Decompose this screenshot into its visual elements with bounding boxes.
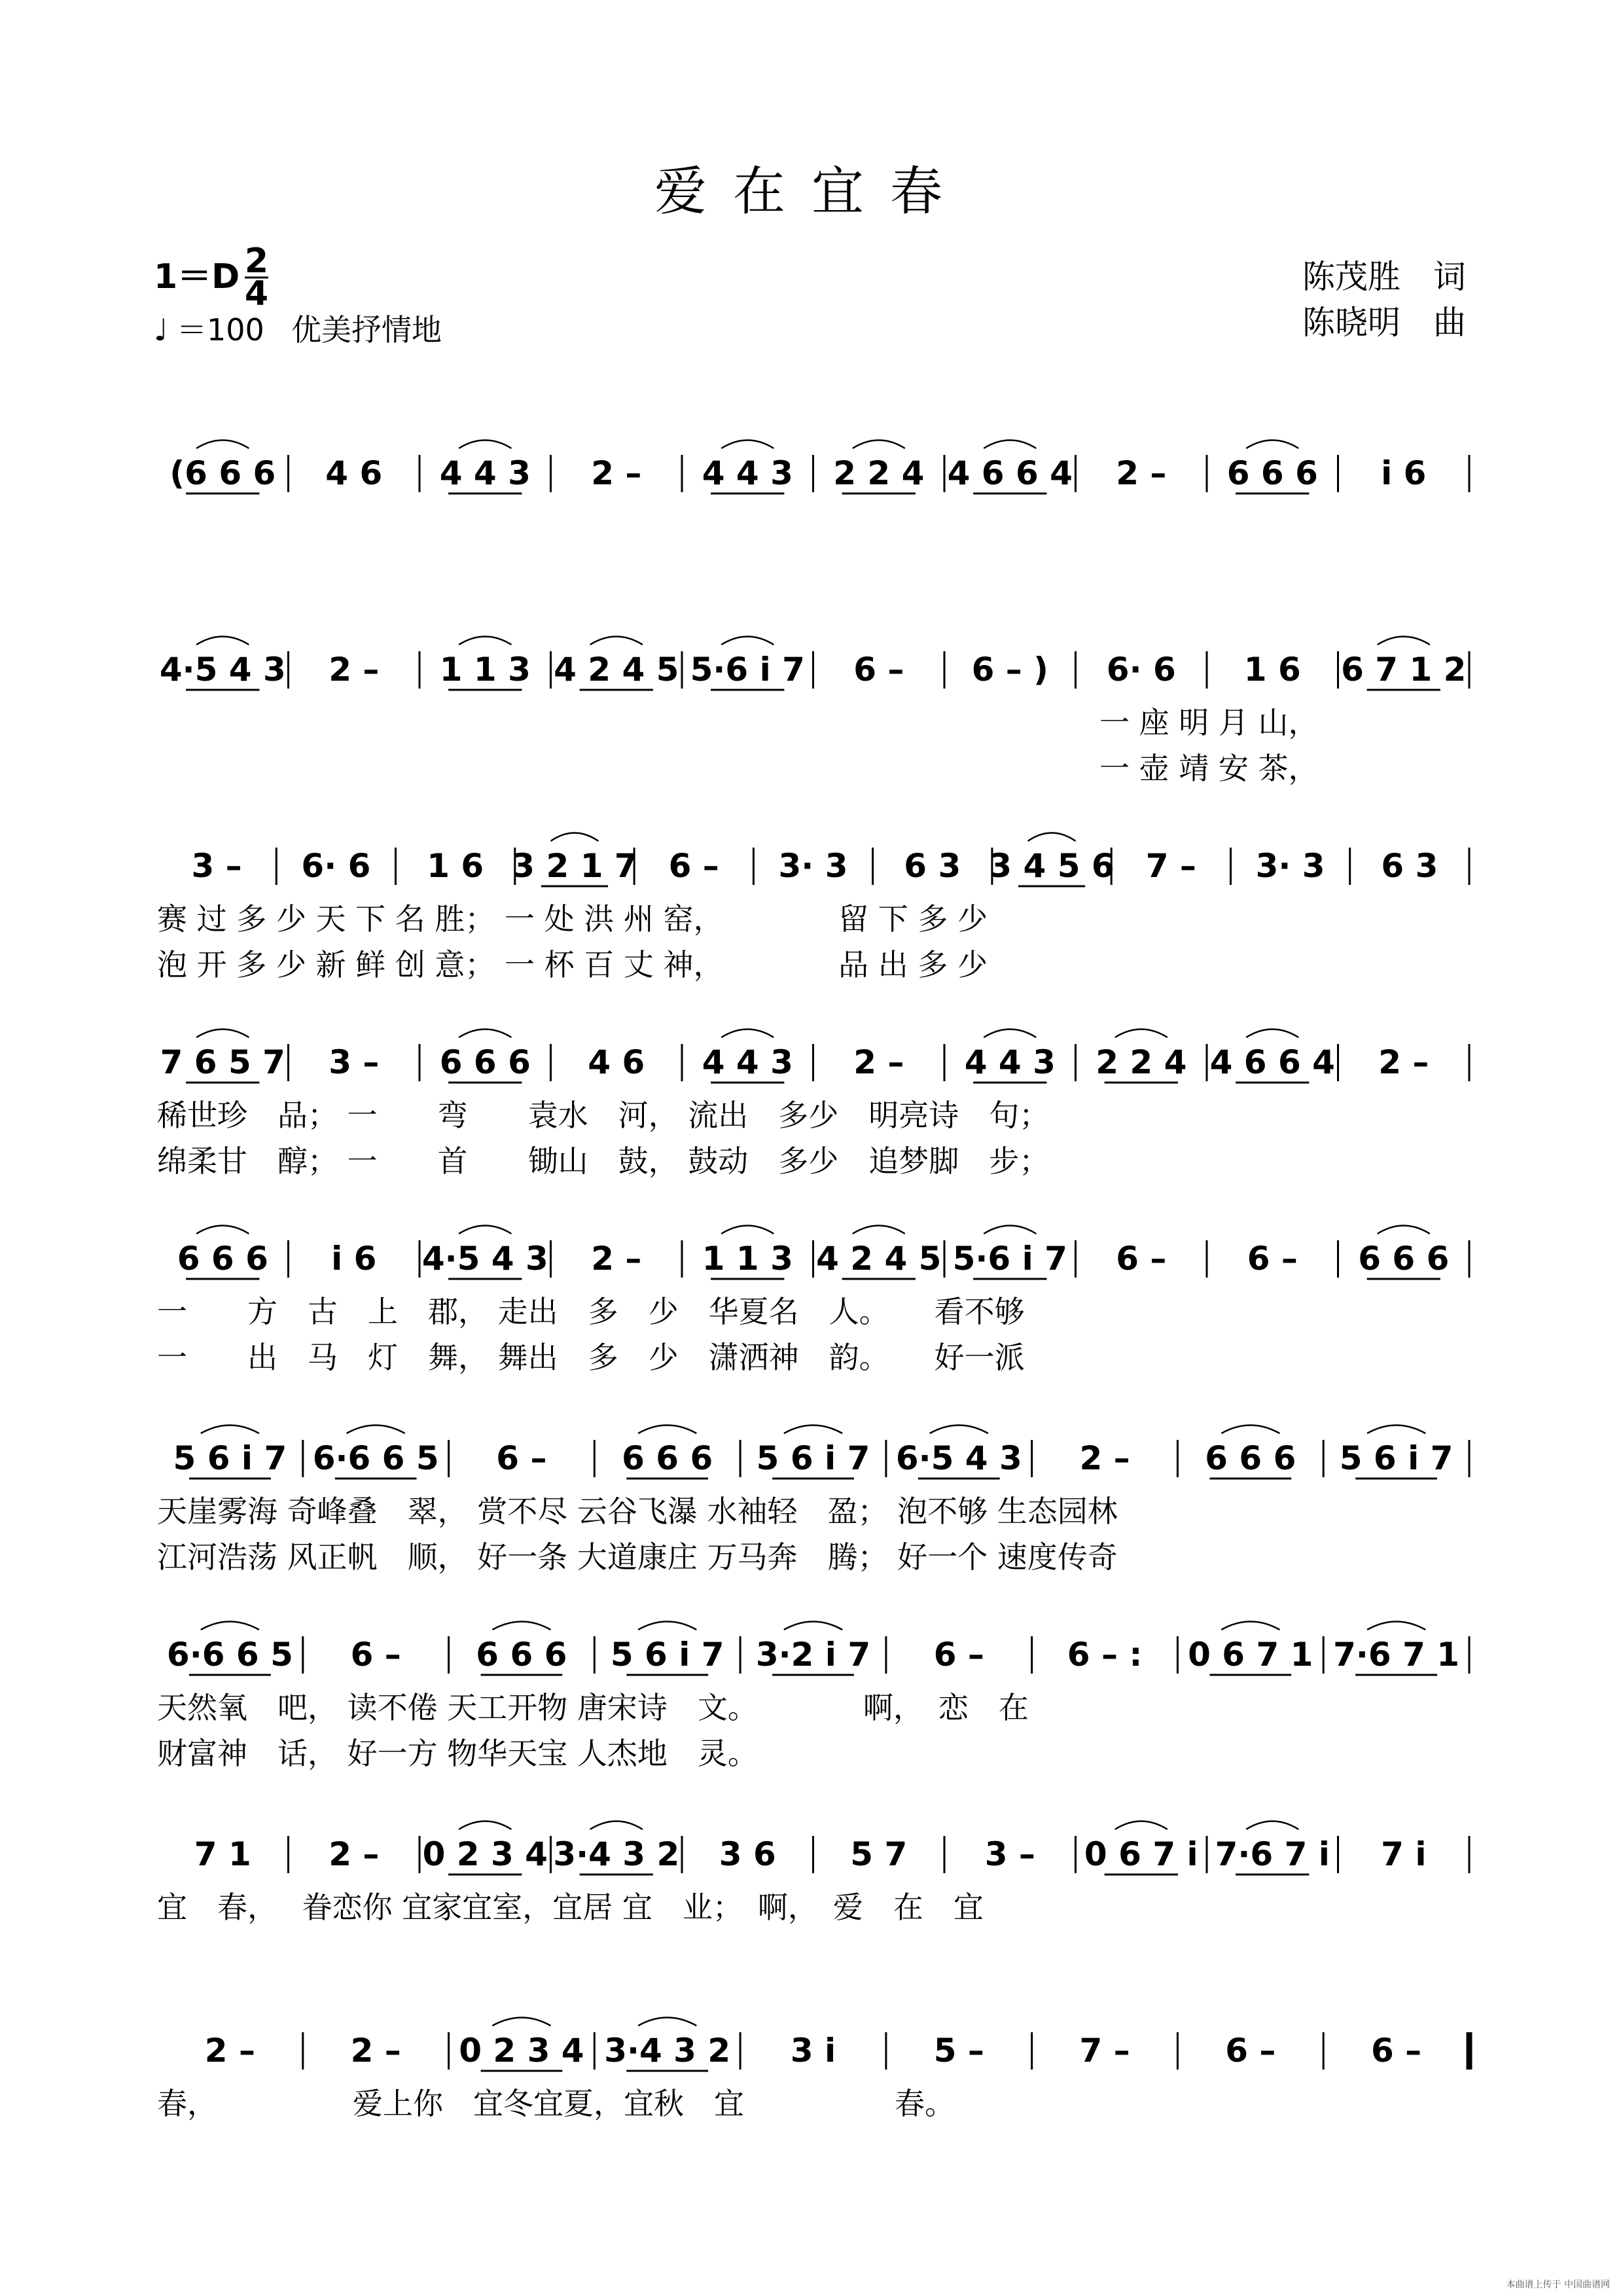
measure: 6 – [668,847,719,885]
measure: 6 – [496,1439,547,1477]
tempo-expression: 优美抒情地 [291,312,442,348]
system-6 [157,1426,1469,1575]
slur [201,1426,259,1434]
measure: 6 3 [904,847,961,885]
measure: 4·5 4 3 [421,1240,548,1278]
measure: 2 – [329,1835,380,1873]
slur [638,2018,696,2026]
measure: 3 2 1 7 [512,847,637,885]
slur [1378,637,1430,645]
system-8 [157,1821,1469,1926]
measure: 4 4 3 [964,1043,1056,1081]
lyrics-verse-2: 绵柔甘 醇； 一 首 锄山 鼓， 鼓动 多少 追梦脚 步； [157,1143,1050,1179]
tempo-value: ＝100 [177,312,264,348]
measure: 4 4 3 [439,454,531,492]
measure: 7 i [1381,1835,1427,1873]
measure: 3·2 i 7 [755,1636,871,1674]
measure: 1 1 3 [702,1240,793,1278]
measure: 6 – [350,1636,401,1674]
slur [347,1426,405,1434]
measure: 6·6 6 5 [312,1439,439,1477]
slur [1246,1030,1298,1038]
slur [459,637,511,645]
slur [590,637,643,645]
slur [196,1030,249,1038]
composer-credit: 陈晓明 曲 [1302,304,1466,342]
slur [930,1426,988,1434]
measure: 4 2 4 5 [816,1240,942,1278]
slur [1115,1821,1168,1830]
slur [459,440,511,449]
lyrics-verse-2: 一 壶 靖 安 茶， [1099,751,1319,786]
measure: 4 4 3 [702,454,793,492]
measure: 4 2 4 5 [554,651,679,689]
measure: 6 – [1247,1240,1298,1278]
slur [590,1821,643,1830]
slur [984,440,1036,449]
key-signature: 1＝D [154,257,240,296]
slur [784,1622,842,1630]
measure: 3· 3 [1255,847,1325,885]
slur [721,1226,774,1234]
system-7 [157,1622,1469,1772]
measure: 6 – ) [971,651,1049,689]
system-5 [157,1226,1469,1376]
measure: 2 2 4 [833,454,925,492]
measure: 6 6 6 [177,1240,268,1278]
measure: 0 2 3 4 [459,2032,584,2070]
lyrics-verse-1: 一 方 古 上 郡， 走出 多 少 华夏名 人。 看不够 [157,1294,1025,1329]
slur [459,1821,511,1830]
footer-credit: 本曲谱上传于 中国曲谱网 [1506,2280,1610,2290]
measure: 7·6 7 i [1215,1835,1330,1873]
measure: 5 – [933,2032,984,2070]
slur [721,637,774,645]
measure: 7 1 [194,1835,251,1873]
lyrics-verse-1: 天崖雾海 奇峰叠 翠， 赏不尽 云谷飞瀑 水袖轻 盈； 泡不够 生态园林 [157,1494,1118,1529]
system-3 [157,833,1469,983]
measure: 6 6 6 [439,1043,531,1081]
measure: 2 – [350,2032,401,2070]
measure: 6 – [1370,2032,1422,2070]
measure: 7 – [1145,847,1196,885]
lyrics-verse-2: 泡 开 多 少 新 鲜 创 意； 一 杯 百 丈 神， 品 出 多 少 [157,947,988,982]
tempo-note-icon: ♩ [154,312,168,348]
lyricist-credit: 陈茂胜 词 [1302,258,1466,296]
slur [853,1226,905,1234]
measure: 0 2 3 4 [422,1835,548,1873]
measure: 4 6 6 4 [947,454,1073,492]
measure: 3 – [984,1835,1035,1873]
measure: 6 6 6 [622,1439,713,1477]
measure: (6 6 6 [169,454,276,492]
measure: 2 – [1378,1043,1429,1081]
measure: 2 – [591,1240,642,1278]
measure: 5 6 i 7 [610,1636,724,1674]
measure: 3 – [191,847,242,885]
measure: 0 6 7 i [1084,1835,1198,1873]
slur [551,833,599,842]
lyrics-verse-1: 一 座 明 月 山， [1099,705,1319,740]
measure: 6·6 6 5 [166,1636,293,1674]
slur [1246,440,1298,449]
slur [1367,1622,1425,1630]
slur [638,1426,696,1434]
slur [1246,1821,1298,1830]
slur [196,440,249,449]
score-title: 爱在宜春 [654,161,969,222]
lyrics-verse-2: 江河浩荡 风正帆 顺， 好一条 大道康庄 万马奔 腾； 好一个 速度传奇 [157,1539,1118,1575]
measure: 4 4 3 [702,1043,793,1081]
measure: 2 – [329,651,380,689]
measure: 6·5 4 3 [895,1439,1022,1477]
measure: 7 – [1079,2032,1130,2070]
measure: 4·5 4 3 [159,651,286,689]
measure: 5·6 i 7 [952,1240,1067,1278]
measure: 6 – [933,1636,984,1674]
measure: 5·6 i 7 [690,651,805,689]
measure: 6 6 6 [1226,454,1318,492]
measure: 6· 6 [301,847,371,885]
measure: 6 3 [1381,847,1438,885]
slur [784,1426,842,1434]
slur [196,1226,249,1234]
measure: 1 1 3 [439,651,531,689]
slur [721,440,774,449]
lyrics-verse-1: 春， 爱上你 宜冬宜夏，宜秋 宜 春。 [157,2086,955,2121]
slur [984,1030,1036,1038]
measure: 1 6 [427,847,484,885]
measure: 6 6 6 [1205,1439,1296,1477]
measure: 6 6 6 [476,1636,567,1674]
measure: 5 6 i 7 [173,1439,287,1477]
measure: 4 6 [325,454,383,492]
measure: 6· 6 [1106,651,1176,689]
measure: 3 – [329,1043,380,1081]
measure: 3 6 [719,1835,776,1873]
lyrics-verse-2: 财富神 话， 好一方 物华天宝 人杰地 灵。 [157,1736,758,1771]
slur [853,440,905,449]
measure: 6 7 1 2 [1341,651,1467,689]
measure: 2 – [204,2032,256,2070]
measure: 5 6 i 7 [756,1439,870,1477]
lyrics-verse-1: 稀世珍 品； 一 弯 袁水 河， 流出 多少 明亮诗 句； [157,1098,1050,1133]
slur [1378,1226,1430,1234]
measure: 3· 3 [778,847,848,885]
slur [1028,833,1076,842]
lyrics-verse-1: 宜 春， 眷恋你 宜家宜室，宜居 宜 业； 啊， 爱 在 宜 [157,1890,984,1925]
slur [984,1226,1036,1234]
lyrics-verse-2: 一 出 马 灯 舞， 舞出 多 少 潇洒神 韵。 好一派 [157,1340,1025,1375]
measure: 6 – [1116,1240,1167,1278]
measure: 5 6 i 7 [1339,1439,1454,1477]
slur [1221,1622,1279,1630]
measure: 6 – [1225,2032,1276,2070]
measure: 2 – [1116,454,1167,492]
measure: 3 4 5 6 [989,847,1115,885]
measure: 7·6 7 1 [1333,1636,1460,1674]
slur [721,1030,774,1038]
slur [1115,1030,1168,1038]
slur [1221,1426,1279,1434]
time-signature-bottom: 4 [244,274,269,314]
measure: 6 – : [1067,1636,1143,1674]
system-2 [160,637,1469,787]
slur [459,1226,511,1234]
slur [638,1622,696,1630]
system-9 [157,2018,1469,2122]
measure: 2 – [1079,1439,1130,1477]
measure: 1 6 [1243,651,1301,689]
measure: 2 2 4 [1096,1043,1187,1081]
slur [492,2018,550,2026]
measure: 5 7 [850,1835,908,1873]
measure: 6 6 6 [1358,1240,1450,1278]
time-signature-top: 2 [244,242,269,281]
slur [1367,1426,1425,1434]
measure: 2 – [591,454,642,492]
slur [459,1030,511,1038]
slur [492,1622,550,1630]
measure: 2 – [853,1043,904,1081]
system-1 [169,440,1469,494]
systems-group [157,440,1469,2122]
measure: 7 6 5 7 [160,1043,285,1081]
system-4 [157,1030,1469,1179]
measure: 4 6 6 4 [1209,1043,1335,1081]
measure: i 6 [331,1240,377,1278]
measure: 4 6 [588,1043,645,1081]
lyrics-verse-1: 赛 过 多 少 天 下 名 胜； 一 处 洪 州 窑， 留 下 多 少 [157,901,988,937]
slur [196,637,249,645]
measure: 0 6 7 1 [1188,1636,1313,1674]
measure: 3 i [790,2032,836,2070]
measure: 3·4 3 2 [604,2032,731,2070]
measure: 3·4 3 2 [553,1835,680,1873]
lyrics-verse-1: 天然氧 吧， 读不倦 天工开物 唐宋诗 文。 啊， 恋 在 [157,1690,1029,1725]
slur [201,1622,259,1630]
measure: 6 – [853,651,904,689]
measure: i 6 [1381,454,1427,492]
